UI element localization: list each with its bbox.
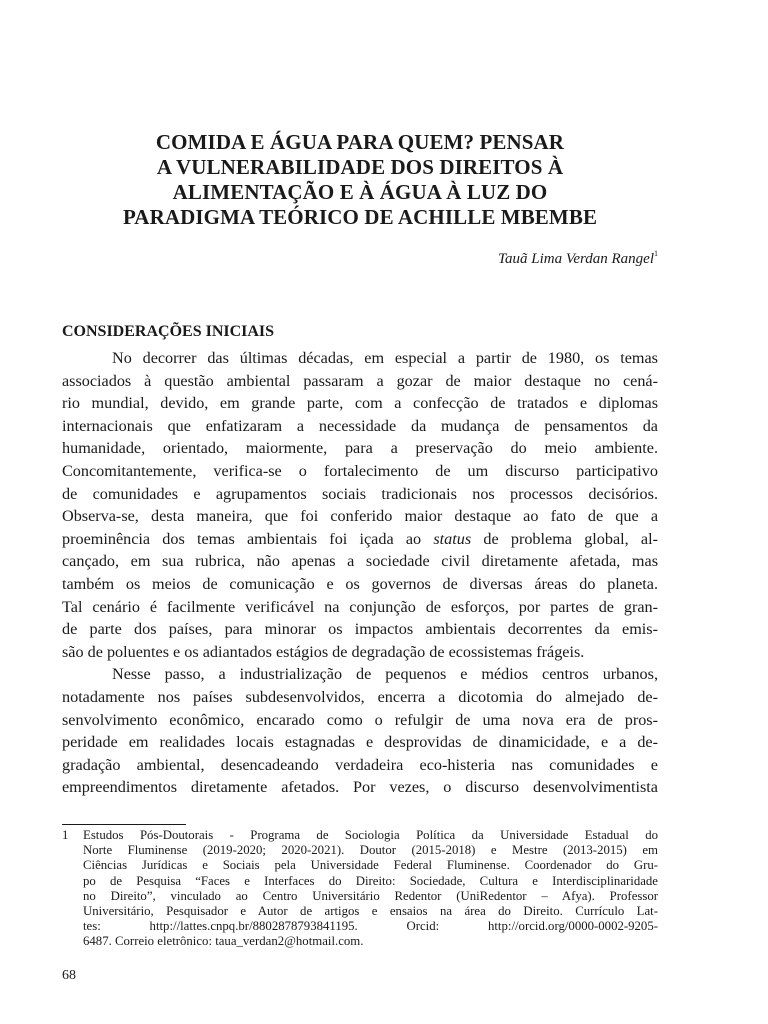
paragraph-2-line: gradação ambiental, desencadeando verdadeira eco-histeria nas comunidades e xyxy=(62,755,658,774)
page-number: 68 xyxy=(62,968,76,983)
footnote-line: Norte Fluminense (2019-2020; 2020-2021). Doutor (2015-2018) e Mestre (2013-2015) em xyxy=(83,843,658,858)
paragraph-1-line: No decorrer das últimas décadas, em especial a partir de 1980, os temas xyxy=(112,349,658,367)
paragraph-2-line: Nesse passo, a industrialização de pequenos e médios centros urbanos, xyxy=(112,665,658,684)
paragraph-1-line: são de poluentes e os adiantados estágios de degradação de ecossistemas frágeis. xyxy=(62,642,585,661)
paragraph-1-line: humanidade, orientado, maiormente, para a preservação do meio ambiente. xyxy=(62,439,658,458)
paragraph-1-line xyxy=(62,528,658,551)
paragraph-1-line: Concomitantemente, verifica-se o fortalecimento de um discurso participativo xyxy=(62,461,658,480)
footnote-number: 1 xyxy=(62,828,69,842)
status-italic-word: status xyxy=(433,529,472,548)
footnote-line: po de Pesquisa “Faces e Interfaces do Direito: Sociedade, Cultura e Interdisciplinaridade xyxy=(83,873,658,888)
paragraph-1-line: internacionais que enfatizaram a necessidade da mudança de pensamentos da xyxy=(62,416,658,435)
paragraph-2-line: senvolvimento econômico, encarado como o refulgir de uma nova era de pros- xyxy=(62,710,658,729)
paragraph-2-line: peridade em realidades locais estagnadas e desprovidas de dinamicidade, e a de- xyxy=(62,733,658,752)
footnote-line: 6487. Correio eletrônico: taua_verdan2@hotmail.com. xyxy=(83,934,364,949)
paragraph-1-line: Tal cenário é facilmente verificável na conjunção de esforços, por partes de gran- xyxy=(62,597,658,616)
author-name: Tauã Lima Verdan Rangel xyxy=(498,251,654,267)
author-footnote-mark: 1 xyxy=(654,249,658,258)
author-byline xyxy=(498,244,658,269)
paragraph-2-line: empreendimentos diretamente afetados. Por vezes, o discurso desenvolvimentista xyxy=(62,778,658,797)
title-line-2: A VULNERABILIDADE DOS DIREITOS À xyxy=(156,155,564,179)
footnote-line: Estudos Pós-Doutorais - Programa de Sociologia Política da Universidade Estadual do xyxy=(83,828,658,842)
status-line-after: de problema global, al- xyxy=(471,529,658,548)
body-text xyxy=(62,347,658,799)
paragraph-1-line: de comunidades e agrupamentos sociais tradicionais nos processos decisórios. xyxy=(62,484,658,503)
paragraph-1-line: de parte dos países, para minorar os impactos ambientais decorrentes da emis- xyxy=(62,620,658,639)
paragraph-2-line: notadamente nos países subdesenvolvidos, encerra a dicotomia do almejado de- xyxy=(62,687,658,706)
title-line-4: PARADIGMA TEÓRICO DE ACHILLE MBEMBE xyxy=(122,205,598,229)
document-page xyxy=(62,0,658,1024)
paragraph-1-line: Observa-se, desta maneira, que foi conferido maior destaque ao fato de que a xyxy=(62,507,658,526)
section-heading: CONSIDERAÇÕES INICIAIS xyxy=(62,323,275,340)
footnote-separator xyxy=(62,824,186,825)
paragraph-1-line: cançado, em sua rubrica, não apenas a sociedade civil diretamente afetada, mas xyxy=(62,552,658,571)
footnote-line: tes: http://lattes.cnpq.br/8802878793841195. Orcid: http://orcid.org/0000-0002-9205- xyxy=(83,919,658,934)
paragraph-1-line: rio mundial, devido, em grande parte, com a confecção de tratados e diplomas xyxy=(62,394,658,413)
footnote-text xyxy=(83,828,658,950)
paragraph-1-line: também os meios de comunicação e os governos de diversas áreas do planeta. xyxy=(62,574,658,593)
footnote-line: Universitário, Pesquisador e Autor de artigos e ensaios na área do Direito. Currículo Lat- xyxy=(83,903,658,918)
paragraph-1-line: associados à questão ambiental passaram a gozar de maior destaque no cená- xyxy=(62,371,658,390)
chapter-title xyxy=(62,130,658,230)
status-line-before: proeminência dos temas ambientais foi içada ao xyxy=(62,529,434,548)
footnote-line: Ciências Jurídicas e Sociais pela Universidade Federal Fluminense. Coordenador do Gru- xyxy=(83,858,658,873)
title-line-3: ALIMENTAÇÃO E À ÁGUA À LUZ DO xyxy=(172,180,548,204)
title-line-1: COMIDA E ÁGUA PARA QUEM? PENSAR xyxy=(155,130,565,154)
footnote-line: no Direito”, vinculado ao Centro Universitário Redentor (UniRedentor – Afya). Professor xyxy=(83,888,658,903)
footnote xyxy=(62,828,658,950)
